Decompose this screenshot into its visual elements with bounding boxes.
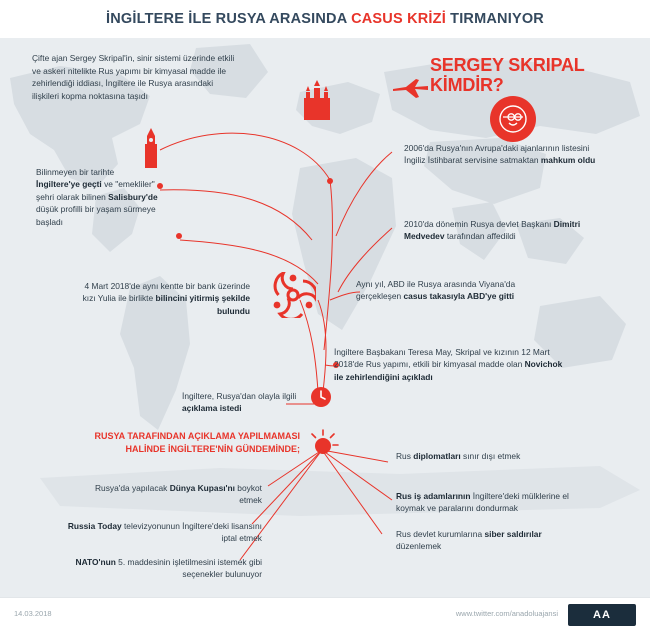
map-dot-russia — [327, 178, 333, 184]
footer-twitter-handle: www.twitter.com/anadoluajansi — [455, 609, 558, 618]
page-title-part1: İNGİLTERE İLE RUSYA ARASINDA — [106, 11, 352, 27]
option-5-bold: siber saldırılar — [484, 529, 542, 539]
biohazard-icon — [270, 272, 316, 323]
note-uk-move — [36, 166, 160, 228]
note-may-pre: İngiltere Başbakanı Teresa May, Skripal ve kızının 12 Mart 2018'de Rus yapımı, etkili bir kimyasal madde olan — [334, 347, 550, 370]
clock-icon — [310, 386, 332, 413]
option-0-tail: boykot etmek — [234, 483, 262, 506]
note-2010-bold: Dimitri Medvedev — [404, 219, 581, 242]
header — [0, 0, 650, 39]
note-bench-pre: 4 Mart 2018'de aynı kentte bir bank üzerinde kızı Yulia ile birlikte — [82, 281, 250, 304]
agency-logo-text: AA — [593, 609, 611, 621]
option-item-cyber — [396, 528, 582, 553]
kremlin-icon — [300, 78, 334, 125]
note-swap-bold: casus takasıyla ABD'ye gitti — [403, 291, 515, 302]
profile-title-line2: KİMDİR? — [430, 75, 504, 95]
spy-badge-icon — [490, 96, 536, 142]
note-demand-pre: İngiltere, Rusya'dan olayla ilgili — [182, 391, 297, 401]
page-title — [106, 11, 544, 27]
option-2-bold: NATO'nun — [75, 557, 116, 567]
footer — [0, 597, 650, 632]
option-item-diplomats — [396, 450, 572, 462]
note-uk-move-tail: düşük profilli bir yaşam sürmeye başladı — [36, 204, 156, 227]
option-3-pre: Rus — [396, 451, 414, 461]
note-uk-move-line1: Bilinmeyen bir tarihte — [36, 167, 115, 177]
options-title — [62, 430, 300, 456]
profile-title — [430, 55, 620, 95]
page-title-accent: CASUS KRİZİ — [351, 11, 446, 27]
intro-paragraph: Çifte ajan Sergey Skripal'in, sinir sistemi üzerinde etkili ve askeri nitelikte Rus yapımı bir kimyasal madde ile zehirlendiği iddiası, İngiltere ile Rusya arasındaki ilişkileri kopma noktasına taşıdı — [32, 53, 235, 101]
profile-title-line1: SERGEY SKRIPAL — [430, 55, 585, 75]
option-0-bold: Dünya Kupası'nı — [169, 483, 235, 493]
option-5-tail: düzenlemek — [396, 541, 442, 552]
option-item-russiatoday — [56, 520, 262, 545]
option-1-tail: televizyonunun İngiltere'deki lisansını iptal etmek — [121, 521, 262, 544]
note-uk-move-bold1: İngiltere'ye geçti — [36, 179, 102, 190]
agency-logo — [568, 604, 636, 626]
option-item-businessmen — [396, 490, 592, 515]
note-spy-swap — [356, 278, 526, 303]
note-2010-pre: 2010'da dönemin Rusya devlet Başkanı — [404, 219, 554, 229]
plane-icon — [392, 78, 430, 103]
note-2010-tail: tarafından affedildi — [446, 231, 516, 242]
option-3-bold: diplomatları — [413, 451, 461, 461]
note-swap-pre: Aynı yıl, ABD ile Rusya arasında Viyana'da gerçekleşen — [356, 279, 516, 302]
note-2006-pre: 2006'da Rusya'nın Avrupa'daki ajanlarının listesini İngiliz İstihbarat servisine satmaktan — [404, 143, 590, 166]
option-1-bold: Russia Today — [67, 521, 122, 531]
note-may-statement — [334, 346, 570, 383]
page-title-part2: TIRMANIYOR — [445, 11, 544, 27]
options-title-line1: RUSYA TARAFINDAN AÇIKLAMA YAPILMAMASI — [94, 431, 300, 441]
option-4-tail: İngiltere'deki mülklerine el koymak ve paralarını dondurmak — [396, 491, 569, 514]
note-uk-move-bold2: Salisbury'de — [108, 191, 158, 202]
footer-date: 14.03.2018 — [14, 609, 52, 618]
note-uk-move-mid: ve "emekliler" şehri olarak bilinen — [36, 179, 155, 202]
option-item-nato — [56, 556, 262, 581]
note-bench — [74, 280, 250, 317]
option-item-worldcup — [86, 482, 262, 507]
option-5-pre: Rus devlet kurumlarına — [396, 529, 485, 539]
burst-icon — [306, 428, 340, 467]
note-bench-bold: bilincini yitirmiş şekilde bulundu — [155, 293, 250, 316]
note-2006-bold: mahkum oldu — [540, 155, 596, 166]
note-uk-demand — [182, 390, 302, 415]
note-demand-bold: açıklama istedi — [182, 403, 242, 414]
option-3-tail: sınır dışı etmek — [460, 451, 521, 461]
options-title-line2: HALİNDE İNGİLTERE'NİN GÜNDEMİNDE; — [125, 444, 300, 454]
option-4-bold: Rus iş adamlarının — [396, 491, 471, 501]
map-dot-bench — [176, 233, 182, 239]
note-pardon-2010 — [404, 218, 600, 243]
option-2-tail: 5. maddesinin işletilmesini istemek gibi seçenekler bulunuyor — [115, 557, 262, 580]
option-0-pre: Rusya'da yapılacak — [95, 483, 170, 493]
note-sentence-2006 — [404, 142, 600, 167]
note-may-bold: Novichok ile zehirlendiğini açıkladı — [334, 359, 563, 382]
